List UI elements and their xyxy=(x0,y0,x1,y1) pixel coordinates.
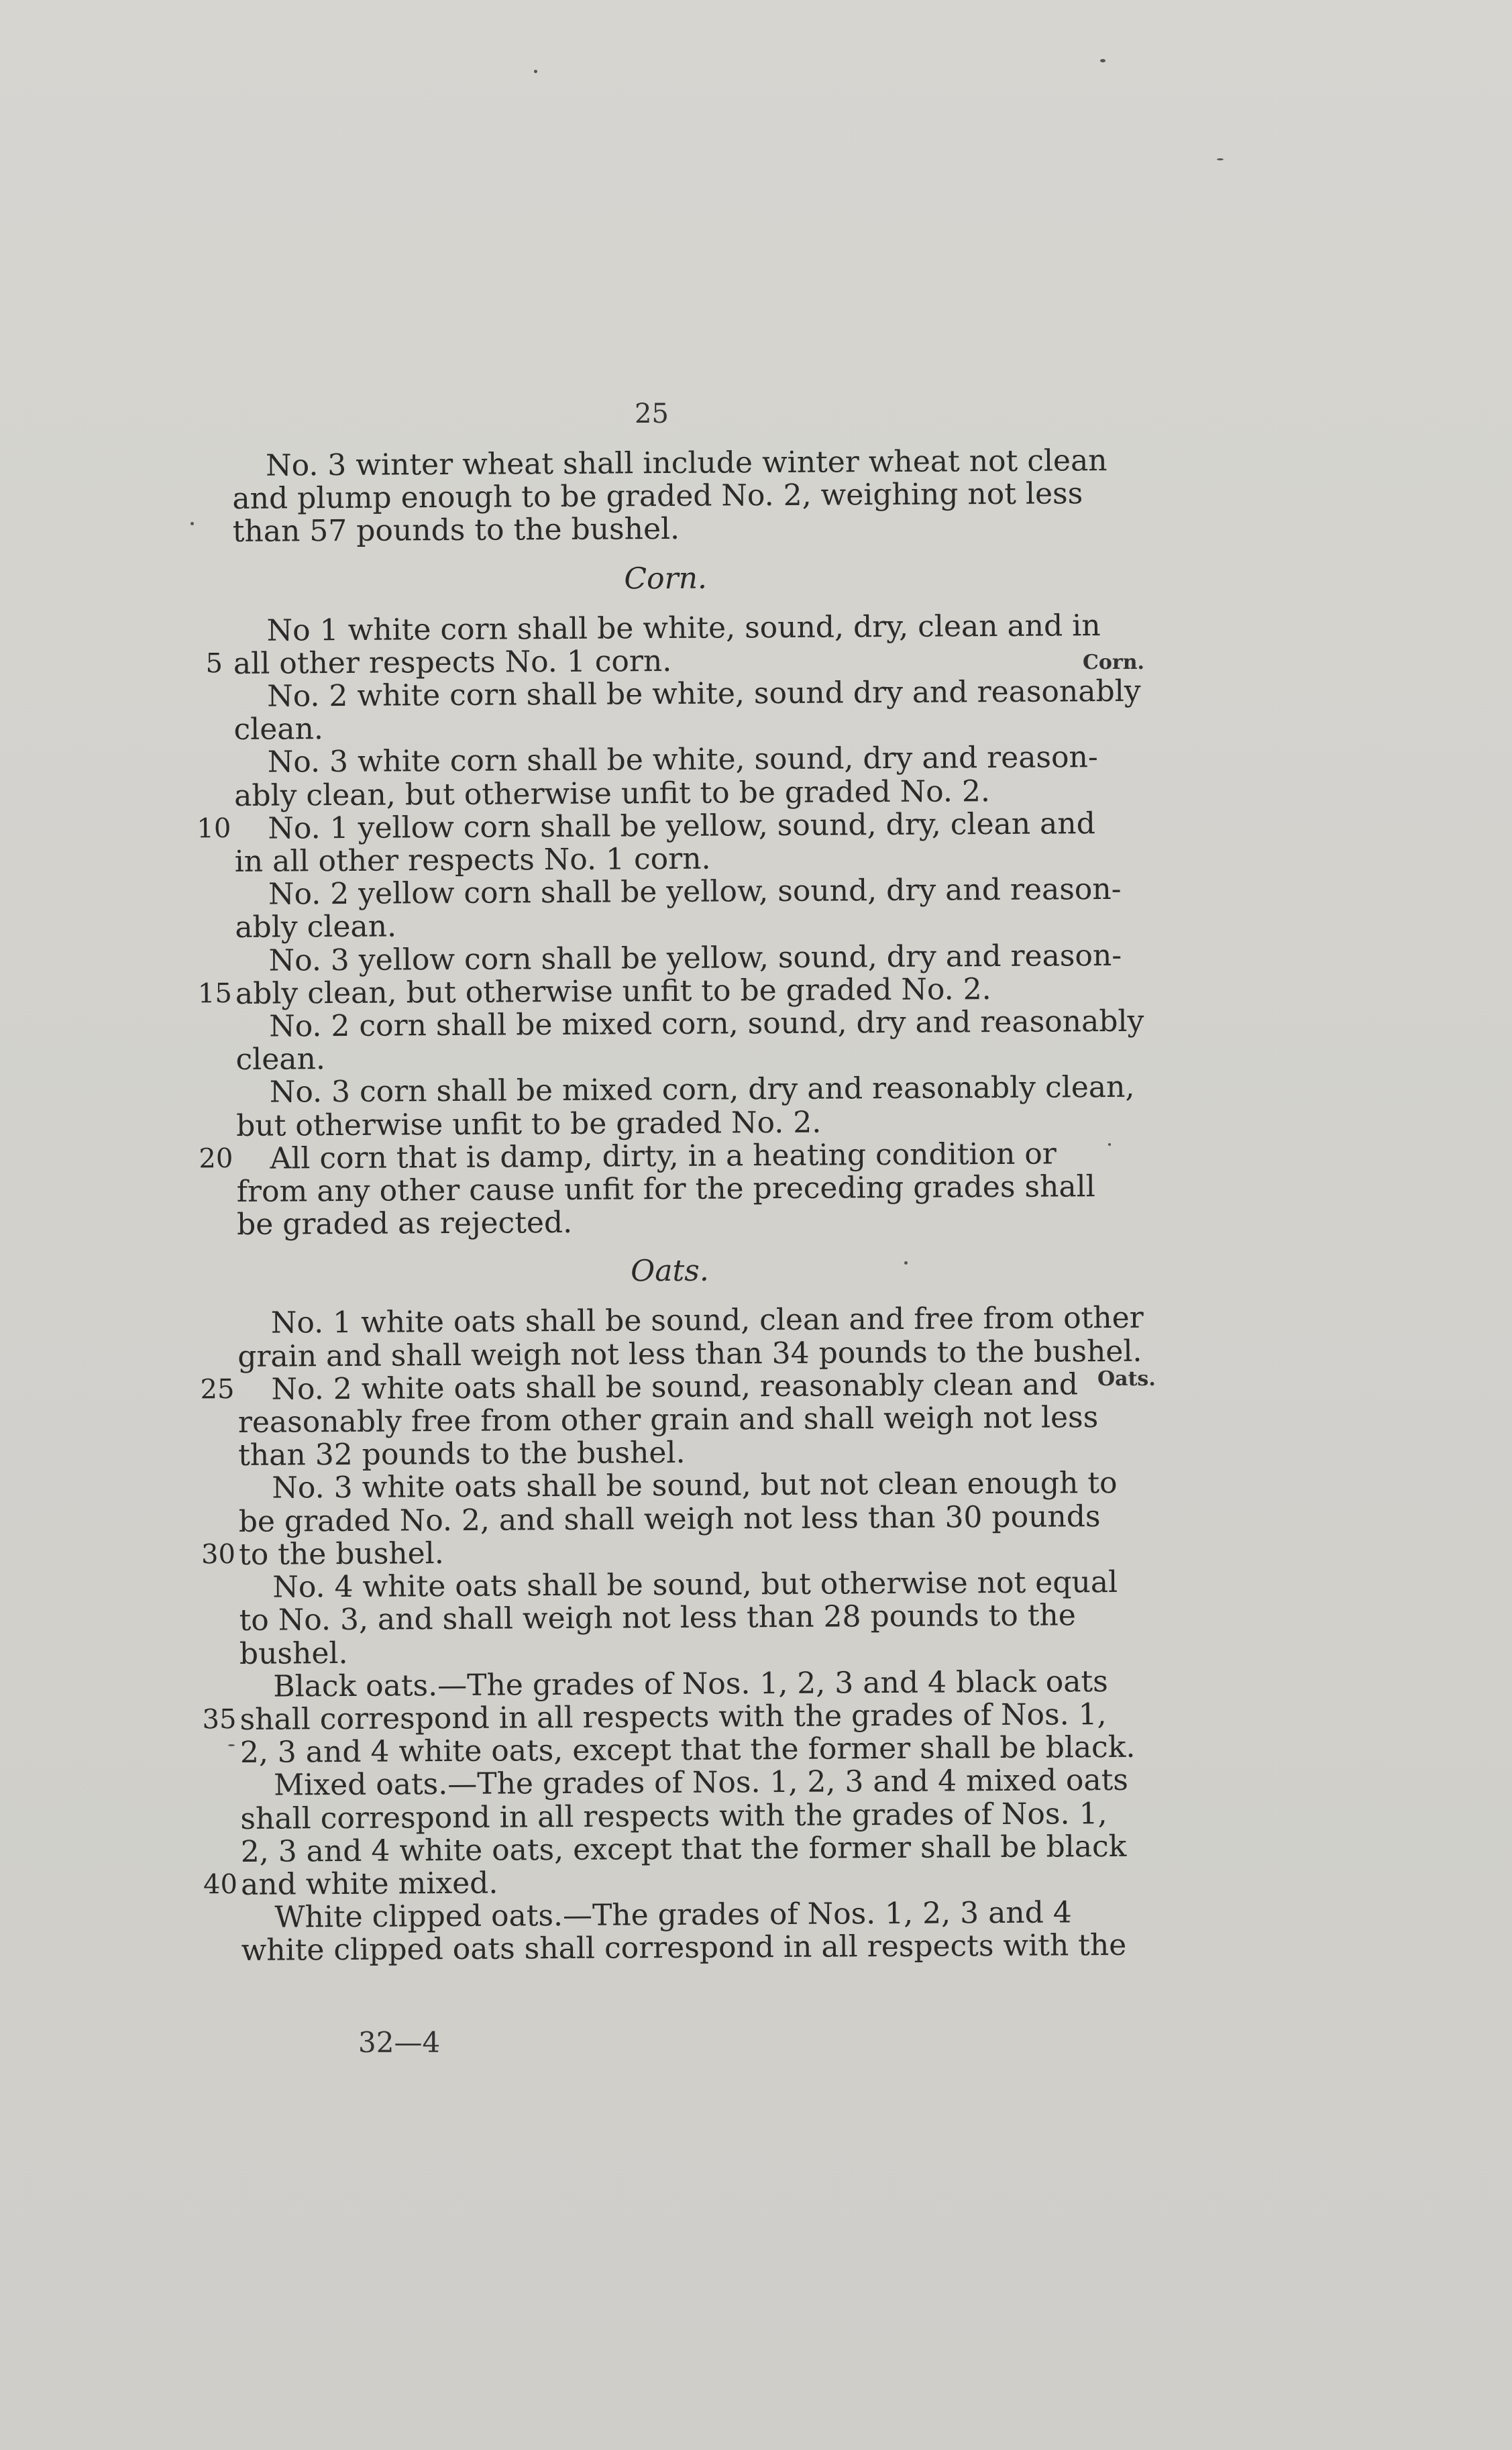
body-text xyxy=(197,443,1144,1968)
text-line xyxy=(235,906,1100,945)
line-text: No 1 white corn shall be white, sound, dry, clean and in xyxy=(266,608,1101,648)
line-number: 35 xyxy=(202,1703,237,1736)
section-heading: Corn. xyxy=(624,561,708,596)
line-text: clean. xyxy=(235,1042,326,1077)
line-number: 40 xyxy=(203,1868,238,1901)
line-text: in all other respects No. 1 corn. xyxy=(234,841,711,880)
line-text: 2, 3 and 4 white oats, except that the former shall be black. xyxy=(239,1729,1136,1770)
text-line xyxy=(237,1203,1102,1241)
line-text: No. 3 corn shall be mixed corn, dry and reasonably clean, xyxy=(269,1070,1135,1110)
page-number: 25 xyxy=(635,398,669,429)
text-line xyxy=(235,1004,1144,1044)
line-text: No. 3 white oats shall be sound, but not clean enough to xyxy=(272,1466,1118,1506)
margin-note-oats: Oats. xyxy=(1097,1367,1156,1391)
text-line xyxy=(233,609,1099,647)
line-text: No. 2 corn shall be mixed corn, sound, dry and reasonably xyxy=(269,1004,1144,1044)
line-text: but otherwise unfit to be graded No. 2. xyxy=(236,1105,822,1143)
line-number: 15 xyxy=(197,977,232,1010)
text-line xyxy=(233,674,1141,714)
line-number: 5 xyxy=(205,647,223,680)
text-line xyxy=(233,511,1098,549)
line-text: be graded No. 2, and shall weigh not less than 30 pounds xyxy=(238,1499,1101,1539)
line-text: No. 1 white oats shall be sound, clean and free from other xyxy=(270,1301,1144,1341)
paper-speck xyxy=(191,522,194,525)
line-text: shall correspond in all respects with the grades of Nos. 1, xyxy=(239,1697,1107,1737)
text-line xyxy=(236,1070,1135,1110)
text-line xyxy=(239,1500,1104,1538)
line-number: 30 xyxy=(201,1538,236,1570)
line-text: be graded as rejected. xyxy=(236,1206,573,1242)
text-line xyxy=(236,1104,1101,1142)
line-text: No. 2 white corn shall be white, sound dry and reasonably xyxy=(267,674,1141,714)
line-text: No. 3 white corn shall be white, sound, dry and reason- xyxy=(267,740,1098,780)
line-text: Black oats.—The grades of Nos. 1, 2, 3 and 4 black oats xyxy=(273,1664,1108,1704)
paper-speck xyxy=(904,1261,908,1265)
line-text: clean. xyxy=(233,712,324,747)
line-text: 2, 3 and 4 white oats, except that the former shall be black xyxy=(240,1829,1127,1869)
text-line xyxy=(239,1599,1105,1637)
line-text: and plump enough to be graded No. 2, weighing not less xyxy=(232,476,1083,517)
paper-speck xyxy=(228,1744,235,1746)
line-text: No. 2 white oats shall be sound, reasonably clean and xyxy=(271,1367,1079,1407)
paper-speck xyxy=(534,70,537,73)
line-number: 25 xyxy=(200,1373,235,1405)
line-text: No. 2 yellow corn shall be yellow, sound, dry and reason- xyxy=(268,872,1122,912)
line-text: white clipped oats shall correspond in all respects with the xyxy=(241,1928,1127,1968)
text-line xyxy=(197,806,1099,846)
text-line xyxy=(232,477,1097,515)
line-text: to No. 3, and shall weigh not less than 28 pounds to the xyxy=(239,1598,1076,1638)
line-text: bushel. xyxy=(239,1636,348,1671)
line-text: and white mixed. xyxy=(240,1866,498,1902)
line-text: ably clean, but otherwise unfit to be graded No. 2. xyxy=(233,774,991,813)
margin-note-corn: Corn. xyxy=(1083,651,1144,674)
line-text: to the bushel. xyxy=(238,1536,444,1572)
line-text: Mixed oats.—The grades of Nos. 1, 2, 3 and 4 mixed oats xyxy=(274,1763,1129,1803)
text-line xyxy=(239,1632,1105,1670)
line-text: No. 3 yellow corn shall be yellow, sound, dry and reason- xyxy=(268,938,1122,978)
line-text: White clipped oats.—The grades of Nos. 1, 2, 3 and 4 xyxy=(274,1895,1072,1935)
line-text: No. 4 white oats shall be sound, but otherwise not equal xyxy=(272,1565,1118,1605)
line-text: from any other cause unfit for the preceding grades shall xyxy=(236,1169,1095,1210)
text-line xyxy=(241,1928,1127,1968)
line-text: than 32 pounds to the bushel. xyxy=(238,1436,686,1473)
line-text: shall correspond in all respects with the grades of Nos. 1, xyxy=(240,1796,1108,1836)
paper-speck xyxy=(1217,158,1224,160)
line-text: No. 1 yellow corn shall be yellow, sound, dry, clean and xyxy=(268,806,1095,846)
line-text: all other respects No. 1 corn. xyxy=(233,643,672,681)
line-text: ably clean, but otherwise unfit to be graded No. 2. xyxy=(235,971,991,1011)
section-heading: Oats. xyxy=(631,1254,709,1289)
signature-mark: 32—4 xyxy=(358,2026,441,2059)
line-number: 20 xyxy=(199,1142,233,1175)
text-line xyxy=(237,1170,1102,1208)
line-text: than 57 pounds to the bushel. xyxy=(232,512,680,549)
text-line xyxy=(234,774,1099,812)
line-number: 10 xyxy=(197,812,231,845)
line-text: reasonably free from other grain and shall weigh not less xyxy=(237,1400,1099,1440)
line-text: grain and shall weigh not less than 34 pounds to the bushel. xyxy=(237,1334,1142,1374)
line-text: ably clean. xyxy=(235,909,397,945)
text-line xyxy=(235,872,1122,912)
text-line xyxy=(240,1829,1127,1869)
line-text: No. 3 winter wheat shall include winter wheat not clean xyxy=(265,443,1108,483)
paper-speck xyxy=(1108,1143,1111,1146)
line-text: All corn that is damp, dirty, in a heating condition or xyxy=(270,1136,1057,1176)
paper-speck xyxy=(1100,59,1105,62)
text-line xyxy=(238,1401,1103,1439)
